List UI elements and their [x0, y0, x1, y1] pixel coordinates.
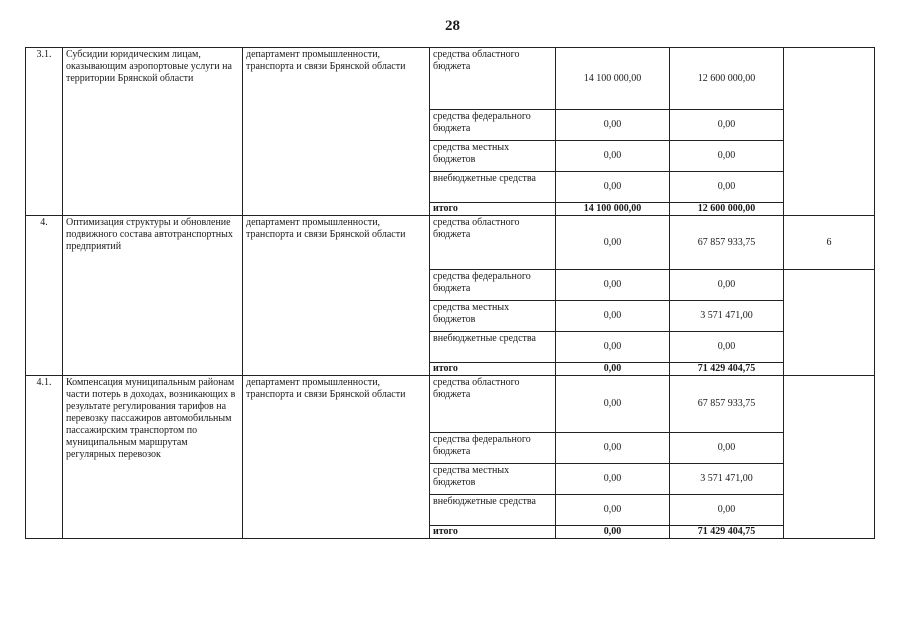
executor: департамент промышленности, транспорта и связи Брянской области [243, 48, 430, 216]
total-amount: 0,00 [556, 363, 670, 376]
amount-cell: 0,00 [556, 433, 670, 464]
amount-cell: 67 857 933,75 [670, 216, 784, 270]
amount-cell: 0,00 [556, 495, 670, 526]
total-label: итого [430, 526, 556, 539]
funding-source: внебюджетные средства [430, 332, 556, 363]
amount-cell: 0,00 [556, 376, 670, 433]
activity-name: Субсидии юридическим лицам, оказывающим аэропортовые услуги на территории Брянской области [63, 48, 243, 216]
activity-name: Оптимизация структуры и обновление подвижного состава автотранспортных предприятий [63, 216, 243, 376]
total-amount: 0,00 [556, 526, 670, 539]
funding-source: средства местных бюджетов [430, 464, 556, 495]
indicator-cell [784, 48, 875, 216]
amount-cell: 0,00 [556, 110, 670, 141]
total-amount: 14 100 000,00 [556, 203, 670, 216]
executor: департамент промышленности, транспорта и связи Брянской области [243, 376, 430, 539]
amount-cell: 0,00 [556, 301, 670, 332]
total-label: итого [430, 203, 556, 216]
amount-cell: 0,00 [556, 270, 670, 301]
funding-source: внебюджетные средства [430, 172, 556, 203]
executor: департамент промышленности, транспорта и связи Брянской области [243, 216, 430, 376]
amount-cell: 0,00 [556, 172, 670, 203]
amount-cell: 0,00 [670, 270, 784, 301]
indicator-cell: 6 [784, 216, 875, 270]
table-row [26, 48, 875, 110]
funding-source: средства федерального бюджета [430, 110, 556, 141]
funding-source: внебюджетные средства [430, 495, 556, 526]
amount-cell: 0,00 [556, 216, 670, 270]
activity-name: Компенсация муниципальным районам части потерь в доходах, возникающих в результате регулирования тарифов на перевозку пассажиров автомобильным пассажирским транспортом по муниципальным маршрутам регулярных перевозок [63, 376, 243, 539]
funding-source: средства областного бюджета [430, 48, 556, 110]
amount-cell: 0,00 [670, 495, 784, 526]
amount-cell: 0,00 [670, 110, 784, 141]
row-index: 3.1. [26, 48, 63, 216]
amount-cell: 0,00 [556, 332, 670, 363]
amount-cell: 0,00 [670, 172, 784, 203]
amount-cell: 0,00 [556, 141, 670, 172]
row-index: 4. [26, 216, 63, 376]
indicator-cell-empty [784, 270, 875, 376]
funding-source: средства областного бюджета [430, 216, 556, 270]
total-amount: 71 429 404,75 [670, 526, 784, 539]
table-row [26, 376, 875, 433]
funding-source: средства областного бюджета [430, 376, 556, 433]
amount-cell: 3 571 471,00 [670, 301, 784, 332]
amount-cell: 0,00 [670, 433, 784, 464]
amount-cell: 0,00 [556, 464, 670, 495]
total-amount: 71 429 404,75 [670, 363, 784, 376]
amount-cell: 12 600 000,00 [670, 48, 784, 110]
indicator-cell [784, 376, 875, 539]
row-index: 4.1. [26, 376, 63, 539]
amount-cell: 0,00 [670, 141, 784, 172]
table-row [26, 216, 875, 270]
amount-cell: 67 857 933,75 [670, 376, 784, 433]
amount-cell: 14 100 000,00 [556, 48, 670, 110]
funding-source: средства федерального бюджета [430, 270, 556, 301]
funding-source: средства местных бюджетов [430, 141, 556, 172]
total-label: итого [430, 363, 556, 376]
funding-source: средства местных бюджетов [430, 301, 556, 332]
funding-source: средства федерального бюджета [430, 433, 556, 464]
amount-cell: 0,00 [670, 332, 784, 363]
total-amount: 12 600 000,00 [670, 203, 784, 216]
budget-table [25, 47, 875, 539]
page-number: 28 [445, 18, 460, 34]
amount-cell: 3 571 471,00 [670, 464, 784, 495]
